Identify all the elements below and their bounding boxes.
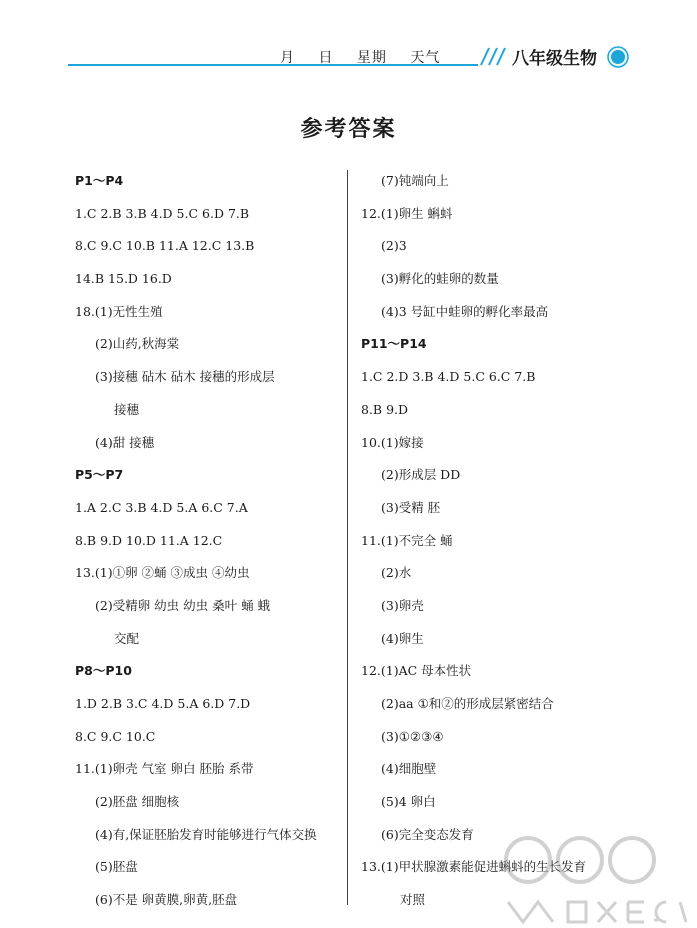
right-answer-column <box>361 171 586 923</box>
right-answer-line: (4)3 号缸中蛙卵的孵化率最高 <box>381 303 549 319</box>
left-answer-line: 1.C 2.B 3.B 4.D 5.C 6.D 7.B <box>75 205 250 221</box>
left-answer-line: (4)甜 接穗 <box>95 434 155 450</box>
left-answer-line: 14.B 15.D 16.D <box>75 271 172 287</box>
left-answer-column <box>75 171 317 923</box>
right-answer-line: (3)受精 胚 <box>381 499 441 515</box>
right-answer-line: (2)aa ①和②的形成层紧密结合 <box>381 696 554 711</box>
right-answer-line: 8.B 9.D <box>361 401 409 417</box>
weather-label: 天气 <box>410 50 441 66</box>
watermark-logo-icon <box>498 832 688 928</box>
left-answer-line: (2)山药,秋海棠 <box>95 336 180 352</box>
right-answer-line: (2)形成层 DD <box>381 467 461 483</box>
left-section-heading: P8～P10 <box>75 663 132 679</box>
left-answer-line: 8.C 9.C 10.C <box>75 728 156 744</box>
column-divider <box>347 170 348 905</box>
left-answer-line: 18.(1)无性生殖 <box>75 303 163 319</box>
left-answer-line: 8.C 9.C 10.B 11.A 12.C 13.B <box>75 238 255 254</box>
right-answer-line: (4)细胞壁 <box>381 761 437 777</box>
left-answer-line: 8.B 9.D 10.D 11.A 12.C <box>75 532 223 548</box>
page-header <box>0 0 697 80</box>
right-answer-line: (4)卵生 <box>381 630 424 646</box>
left-section-heading: P1～P4 <box>75 173 124 188</box>
page-title: 参考答案 <box>300 117 397 142</box>
left-answer-line: 13.(1)①卵 ②蛹 ③成虫 ④幼虫 <box>75 565 250 581</box>
left-answer-line: 交配 <box>114 630 140 646</box>
right-answer-line: (2)3 <box>381 238 407 254</box>
day-label: 日 <box>318 50 334 66</box>
right-answer-line: (3)①②③④ <box>381 728 444 744</box>
right-answer-line: (6)完全变态发育 <box>381 826 474 842</box>
right-answer-line: (2)水 <box>381 565 412 581</box>
right-section-heading: P11～P14 <box>361 336 427 352</box>
right-answer-line: (3)卵壳 <box>381 597 424 613</box>
left-answer-line: (5)胚盘 <box>95 859 138 875</box>
left-answer-line: (2)胚盘 细胞核 <box>95 794 180 810</box>
right-answer-line: 13.(1)甲状腺激素能促进蝌蚪的生长发育 <box>361 859 587 875</box>
right-answer-line: 12.(1)AC 母本性状 <box>361 663 472 679</box>
left-answer-line: 11.(1)卵壳 气室 卵白 胚胎 系带 <box>75 761 254 777</box>
left-answer-line: 1.A 2.C 3.B 4.D 5.A 6.C 7.A <box>75 499 248 515</box>
right-answer-line: (3)孵化的蛙卵的数量 <box>381 271 499 287</box>
right-answer-line: 10.(1)嫁接 <box>361 434 424 450</box>
right-answer-line: 对照 <box>400 892 426 908</box>
subject-label: 八年级生物 <box>512 49 597 69</box>
date-weather-row <box>280 47 458 67</box>
left-section-heading: P5～P7 <box>75 467 124 483</box>
left-answer-line: (2)受精卵 幼虫 幼虫 桑叶 蛹 蛾 <box>95 597 271 613</box>
left-answer-line: (4)有,保证胚胎发育时能够进行气体交换 <box>95 826 317 842</box>
right-answer-line: 11.(1)不完全 蛹 <box>361 532 453 548</box>
right-answer-line: 12.(1)卵生 蝌蚪 <box>361 205 453 221</box>
left-answer-line: (6)不是 卵黄膜,卵黄,胚盘 <box>95 892 238 908</box>
left-answer-line: (3)接穗 砧木 砧木 接穗的形成层 <box>95 369 275 385</box>
circle-badge-icon <box>607 46 629 68</box>
month-label: 月 <box>280 50 295 66</box>
slash-decoration-icon <box>478 45 508 67</box>
right-answer-line: (7)钝端向上 <box>381 173 449 188</box>
right-answer-line: (5)4 卵白 <box>381 794 436 810</box>
weekday-label: 星期 <box>356 50 387 66</box>
left-answer-line: 1.D 2.B 3.C 4.D 5.A 6.D 7.D <box>75 696 251 711</box>
left-answer-line: 接穗 <box>114 401 140 417</box>
right-answer-line: 1.C 2.D 3.B 4.D 5.C 6.C 7.B <box>361 369 536 385</box>
